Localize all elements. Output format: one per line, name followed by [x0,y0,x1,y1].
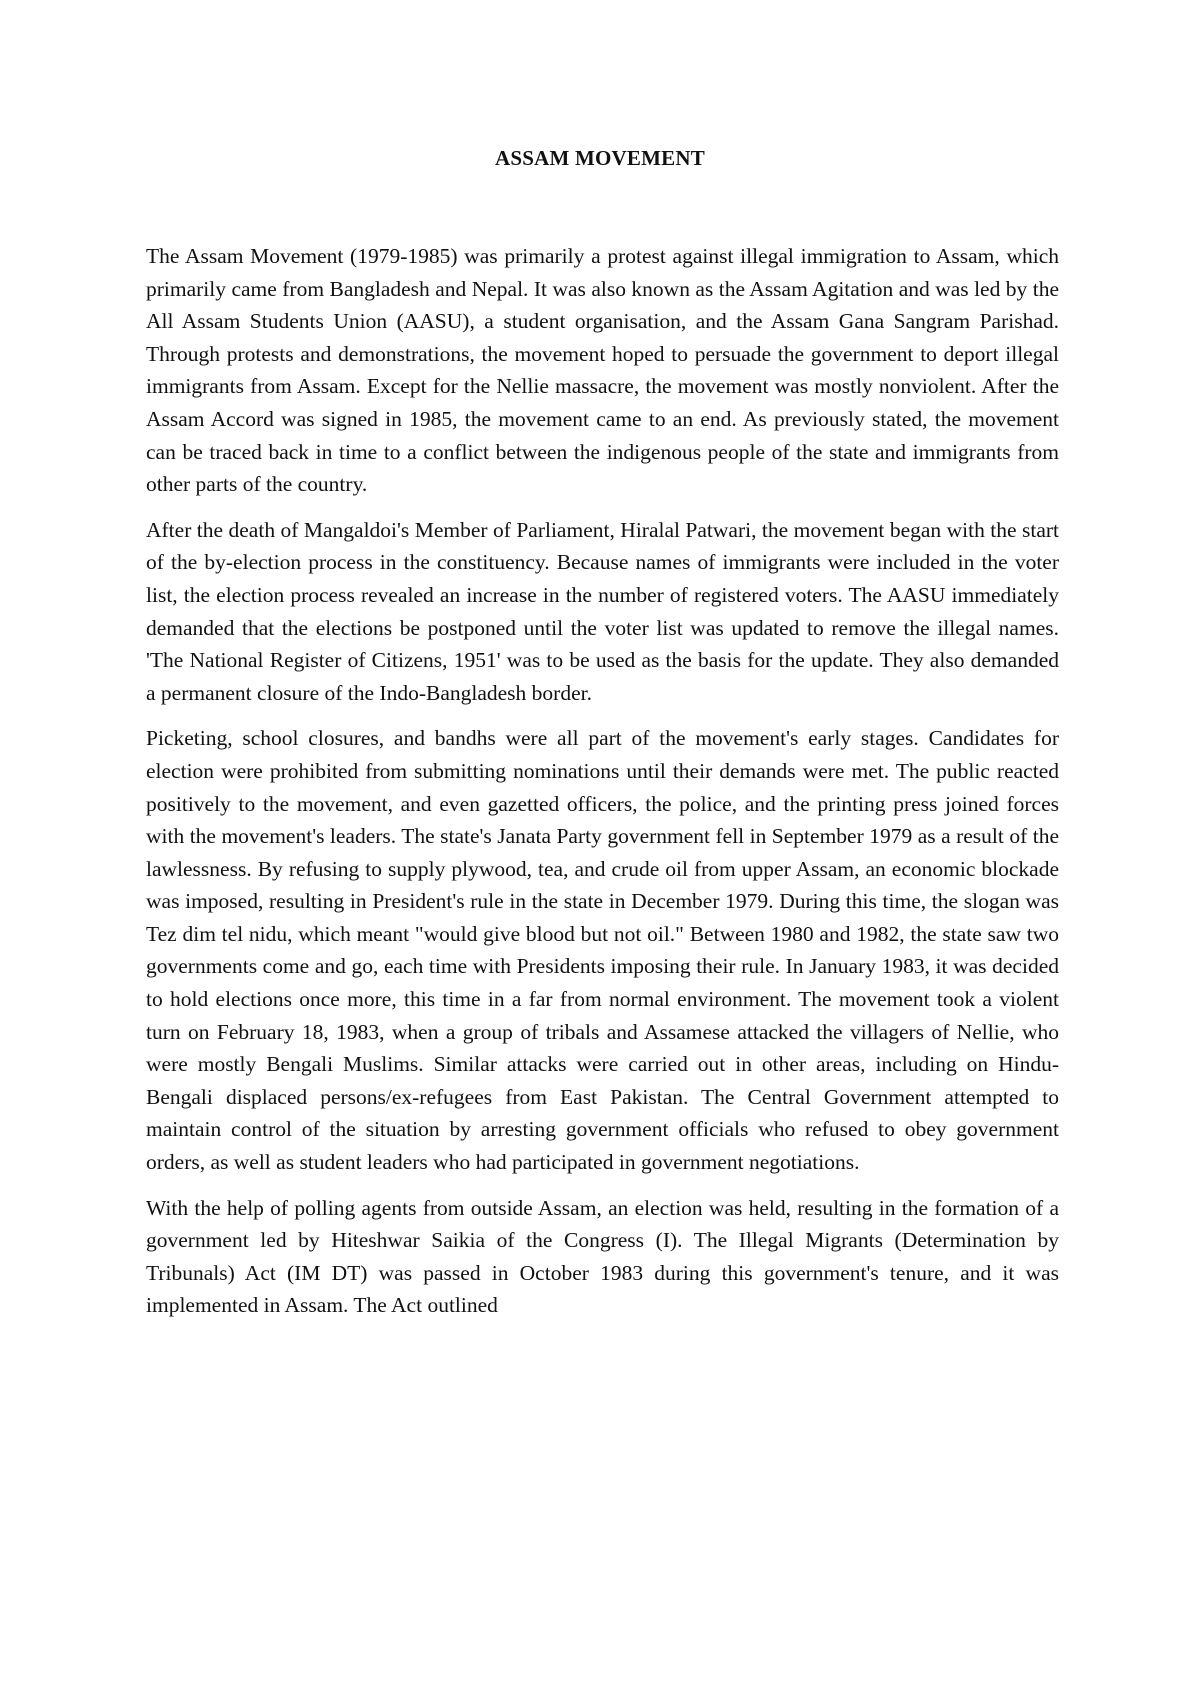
paragraph-3: Picketing, school closures, and bandhs were all part of the movement's early stages. Candidates for election were prohibited from submitting nominations until their demands were met. The public reacted positively to the movement, and even gazetted officers, the police, and the printing press joined forces with the movement's leaders. The state's Janata Party government fell in September 1979 as a result of the lawlessness. By refusing to supply plywood, tea, and crude oil from upper Assam, an economic blockade was imposed, resulting in President's rule in the state in December 1979. During this time, the slogan was Tez dim tel nidu, which meant "would give blood but not oil." Between 1980 and 1982, the state saw two governments come and go, each time with Presidents imposing their rule. In January 1983, it was decided to hold elections once more, this time in a far from normal environment. The movement took a violent turn on February 18, 1983, when a group of tribals and Assamese attacked the villagers of Nellie, who were mostly Bengali Muslims. Similar attacks were carried out in other areas, including on Hindu-Bengali displaced persons/ex-refugees from East Pakistan. The Central Government attempted to maintain control of the situation by arresting government officials who refused to obey government orders, as well as student leaders who had participated in government negotiations. [146,726,1059,1175]
document-body [146,240,1059,1335]
paragraph-1: The Assam Movement (1979-1985) was primarily a protest against illegal immigration to Assam, which primarily came from Bangladesh and Nepal. It was also known as the Assam Agitation and was led by the All Assam Students Union (AASU), a student organisation, and the Assam Gana Sangram Parishad. Through protests and demonstrations, the movement hoped to persuade the government to deport illegal immigrants from Assam. Except for the Nellie massacre, the movement was mostly nonviolent. After the Assam Accord was signed in 1985, the movement came to an end. As previously stated, the movement can be traced back in time to a conflict between the indigenous people of the state and immigrants from other parts of the country. [146,244,1059,497]
paragraph-4: With the help of polling agents from outside Assam, an election was held, resulting in the formation of a government led by Hiteshwar Saikia of the Congress (I). The Illegal Migrants (Determination by Tribunals) Act (IM DT) was passed in October 1983 during this government's tenure, and it was implemented in Assam. The Act outlined [146,1195,1059,1318]
paragraph-2: After the death of Mangaldoi's Member of Parliament, Hiralal Patwari, the movement began with the start of the by-election process in the constituency. Because names of immigrants were included in the voter list, the election process revealed an increase in the number of registered voters. The AASU immediately demanded that the elections be postponed until the voter list was updated to remove the illegal names. 'The National Register of Citizens, 1951' was to be used as the basis for the update. They also demanded a permanent closure of the Indo-Bangladesh border. [146,517,1059,705]
document-title: ASSAM MOVEMENT [495,146,705,170]
